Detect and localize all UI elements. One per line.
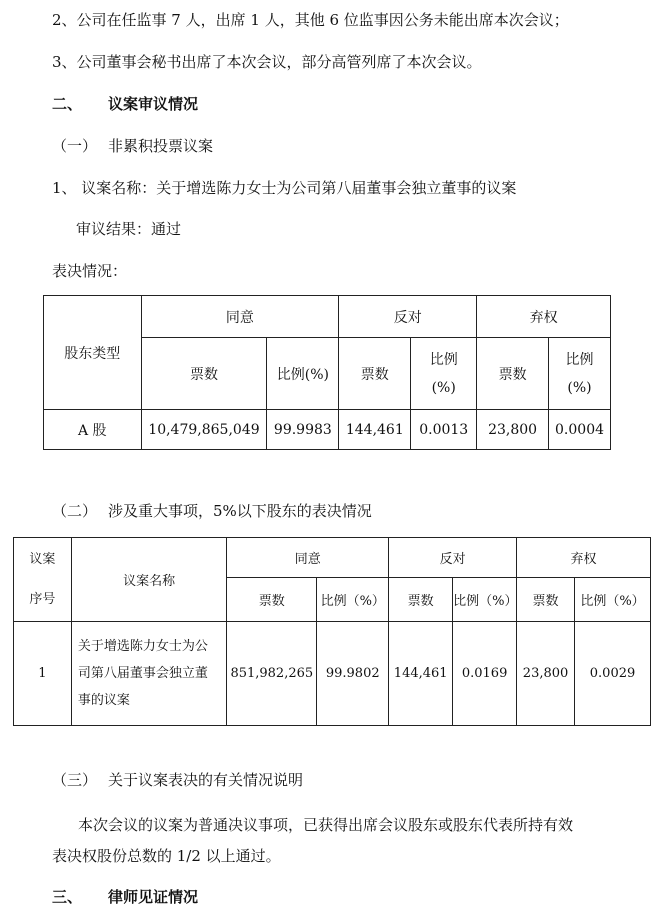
proposal-name-line: 关于增选陈力女士为公	[77, 639, 208, 654]
header-agree-ratio: 比例(%)	[267, 338, 339, 410]
explanation-paragraph-line-2: 表决权股份总数的 1/2 以上通过。	[52, 847, 281, 865]
cell-abstain-ratio: 0.0029	[575, 622, 651, 726]
subsection-number: （二）	[52, 502, 98, 520]
cell-agree-ratio: 99.9983	[267, 410, 339, 450]
header-oppose-ratio: 比例（%）	[453, 578, 517, 622]
vote-table-all-shareholders	[43, 295, 611, 450]
seq-label: 议案	[29, 551, 56, 567]
attendance-secretary: 3、公司董事会秘书出席了本次会议，部分高管列席了本次会议。	[52, 53, 482, 71]
proposal-name: 1、 议案名称：关于增选陈力女士为公司第八届董事会独立董事的议案	[52, 179, 517, 197]
ratio-unit: (%)	[431, 379, 456, 396]
subsection-title: 关于议案表决的有关情况说明	[108, 771, 304, 789]
ratio-unit: (%)	[567, 379, 592, 396]
header-agree-ratio: 比例（%）	[317, 578, 389, 622]
proposal-name-line: 事的议案	[77, 693, 130, 708]
cell-abstain-votes: 23,800	[477, 410, 549, 450]
subsection-heading-minority	[52, 501, 372, 521]
explanation-paragraph-line-1: 本次会议的议案为普通决议事项，已获得出席会议股东或股东代表所持有效	[78, 816, 574, 834]
header-agree: 同意	[141, 296, 339, 338]
proposal-name-line: 司第八届董事会独立董	[77, 666, 208, 681]
subsection-heading-explanation	[52, 770, 303, 790]
subsection-heading-non-cumulative	[52, 136, 213, 156]
cell-oppose-ratio: 0.0013	[411, 410, 477, 450]
cell-abstain-ratio: 0.0004	[549, 410, 611, 450]
table-row	[44, 410, 611, 450]
cell-oppose-votes: 144,461	[339, 410, 411, 450]
ratio-label: 比例	[565, 351, 594, 368]
header-abstain-votes: 票数	[477, 338, 549, 410]
header-agree: 同意	[227, 538, 389, 578]
vote-situation-label: 表决情况：	[52, 262, 128, 280]
header-abstain-votes: 票数	[517, 578, 575, 622]
header-abstain: 弃权	[517, 538, 651, 578]
header-oppose-ratio	[411, 338, 477, 410]
section-title: 议案审议情况	[108, 95, 199, 113]
ratio-label: 比例	[429, 351, 458, 368]
header-oppose: 反对	[389, 538, 517, 578]
cell-agree-ratio: 99.9802	[317, 622, 389, 726]
header-oppose-votes: 票数	[339, 338, 411, 410]
header-shareholder-type: 股东类型	[44, 296, 142, 410]
review-result: 审议结果：通过	[76, 220, 182, 238]
cell-abstain-votes: 23,800	[517, 622, 575, 726]
header-oppose-votes: 票数	[389, 578, 453, 622]
header-abstain-ratio	[549, 338, 611, 410]
vote-table-minority-shareholders	[13, 537, 651, 726]
cell-oppose-votes: 144,461	[389, 622, 453, 726]
section-title: 律师见证情况	[108, 888, 199, 906]
attendance-supervisors: 2、公司在任监事 7 人，出席 1 人，其他 6 位监事因公务未能出席本次会议；	[52, 11, 569, 29]
header-agree-votes: 票数	[227, 578, 317, 622]
cell-oppose-ratio: 0.0169	[453, 622, 517, 726]
header-agree-votes: 票数	[141, 338, 267, 410]
header-proposal-seq	[14, 538, 72, 622]
header-oppose: 反对	[339, 296, 477, 338]
cell-agree-votes: 10,479,865,049	[141, 410, 267, 450]
section-heading-lawyer	[52, 887, 198, 907]
section-number: 二、	[52, 95, 83, 113]
header-abstain: 弃权	[477, 296, 611, 338]
table-row	[14, 622, 651, 726]
section-heading-review	[52, 94, 198, 114]
seq-label-2: 序号	[29, 591, 56, 607]
header-proposal-name: 议案名称	[71, 538, 226, 622]
subsection-title: 非累积投票议案	[108, 137, 214, 155]
subsection-number: （一）	[52, 137, 98, 155]
cell-proposal-name	[71, 622, 226, 726]
subsection-number: （三）	[52, 771, 98, 789]
header-abstain-ratio: 比例（%）	[575, 578, 651, 622]
cell-proposal-seq: 1	[14, 622, 72, 726]
section-number: 三、	[52, 888, 83, 906]
cell-shareholder-type: A 股	[44, 410, 142, 450]
cell-agree-votes: 851,982,265	[227, 622, 317, 726]
subsection-title: 涉及重大事项，5%以下股东的表决情况	[108, 502, 372, 520]
